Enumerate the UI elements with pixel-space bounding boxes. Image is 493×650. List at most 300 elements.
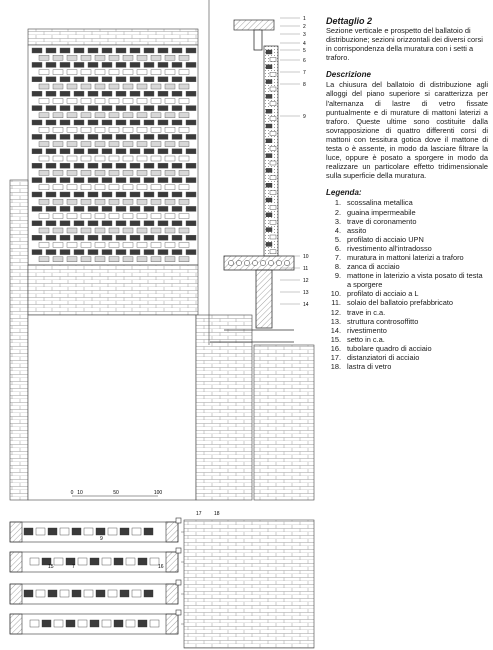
perforated-brick [32, 221, 42, 226]
perforated-brick [39, 199, 49, 204]
perforated-brick [39, 214, 49, 219]
perforated-brick [158, 163, 168, 168]
perforated-brick [39, 55, 49, 60]
perforated-brick [46, 77, 56, 82]
plan-brick [36, 528, 45, 535]
legend-text: distanziatori di acciaio [347, 353, 420, 362]
plan-concrete-wall-right [166, 584, 178, 604]
perforated-brick [67, 127, 77, 132]
perforated-brick [144, 106, 154, 111]
perforated-brick [39, 228, 49, 233]
section-label: 7 [303, 70, 306, 76]
perforated-brick [39, 84, 49, 89]
perforated-brick [102, 250, 112, 255]
plan-label-9: 9 [100, 536, 103, 542]
perforated-brick [116, 134, 126, 139]
legend-number: 8. [334, 262, 341, 272]
perforated-brick [109, 113, 119, 118]
perforated-brick [60, 91, 70, 96]
perforated-brick [67, 214, 77, 219]
perforated-brick [158, 120, 168, 125]
perforated-brick [88, 235, 98, 240]
perforated-brick [109, 214, 119, 219]
section-brick [270, 191, 276, 195]
perforated-brick [137, 98, 147, 103]
perforated-brick [81, 242, 91, 247]
legend-item [326, 235, 488, 244]
perforated-brick [39, 113, 49, 118]
legend-item [326, 353, 488, 362]
plan-label-16: 16 [158, 564, 164, 570]
perforated-brick [137, 214, 147, 219]
perforated-brick [67, 170, 77, 175]
plan-brick [138, 620, 147, 627]
perforated-brick [186, 178, 196, 183]
plan-brick [78, 620, 87, 627]
plan-brick [126, 620, 135, 627]
perforated-brick [74, 91, 84, 96]
perforated-brick [60, 134, 70, 139]
legend-item [326, 217, 488, 226]
perforated-brick [74, 221, 84, 226]
section-brick [266, 198, 272, 202]
section-label: 10 [303, 254, 309, 260]
legend-number: 7. [334, 252, 341, 262]
perforated-brick [32, 77, 42, 82]
legend-number: 4. [334, 225, 341, 235]
perforated-brick [151, 228, 161, 233]
perforated-brick [81, 127, 91, 132]
perforated-brick [39, 242, 49, 247]
perforated-brick [130, 120, 140, 125]
plan-brick [24, 528, 33, 535]
legend-text: assito [347, 225, 367, 235]
perforated-brick [32, 91, 42, 96]
perforated-brick [88, 134, 98, 139]
legend-number: 14. [330, 325, 341, 335]
legend-number: 12. [330, 307, 341, 317]
perforated-brick [165, 242, 175, 247]
legend-item [326, 326, 488, 335]
perforated-brick [67, 142, 77, 147]
perforated-brick [53, 55, 63, 60]
slab-void [252, 260, 257, 265]
perforated-brick [53, 142, 63, 147]
legend-text: tubolare quadro di acciaio [347, 343, 432, 353]
plan-label-15: 15 [48, 564, 54, 570]
perforated-brick [67, 242, 77, 247]
perforated-brick [123, 84, 133, 89]
section-brick [266, 124, 272, 128]
plan-brick [48, 528, 57, 535]
perforated-brick [186, 206, 196, 211]
perforated-brick [151, 84, 161, 89]
legend-item [326, 253, 488, 262]
perforated-brick [151, 156, 161, 161]
perforated-brick [144, 163, 154, 168]
legend-number: 13. [330, 316, 341, 326]
perforated-brick [32, 149, 42, 154]
section-label: 3 [303, 32, 306, 38]
plan-label-18: 18 [214, 511, 220, 517]
section-label: 9 [303, 114, 306, 120]
perforated-brick [172, 163, 182, 168]
perforated-brick [88, 178, 98, 183]
perforated-brick [130, 77, 140, 82]
section-brick [270, 146, 276, 150]
perforated-brick [123, 170, 133, 175]
perforated-brick [116, 206, 126, 211]
plan-concrete-wall-left [10, 614, 22, 634]
perforated-brick [60, 178, 70, 183]
section-label: 13 [303, 290, 309, 296]
perforated-brick [130, 235, 140, 240]
perforated-brick [88, 250, 98, 255]
perforated-brick [158, 77, 168, 82]
plan-brick [84, 590, 93, 597]
description-text: La chiusura del ballatoio di distribuzione agli alloggi del piano superiore si caratterizza per l'alternanza di lastre di vetro fissate puntualmente e di murature di mattoni laterizi a traforo. Queste ultime sono costituite dalla sovrapposizione di quattro differenti corsi di mattoni con tessitura gotica dove il mattone di testa o è assente, in modo da lasciare filtrare la luce, oppure è posato a sporgere in modo da realizzare un particolare effetto tridimensionale sulla superficie della muratura. [326, 80, 488, 181]
perforated-brick [172, 120, 182, 125]
plan-brick [36, 590, 45, 597]
perforated-brick [179, 242, 189, 247]
section-brick-wall [264, 46, 278, 256]
perforated-brick [95, 84, 105, 89]
perforated-brick [67, 185, 77, 190]
perforated-brick [179, 199, 189, 204]
plan-brick [72, 528, 81, 535]
perforated-brick [116, 235, 126, 240]
legend-number: 16. [330, 343, 341, 353]
perforated-brick [74, 235, 84, 240]
perforated-brick [130, 192, 140, 197]
perforated-brick [102, 62, 112, 67]
perforated-brick [144, 221, 154, 226]
perforated-brick [123, 214, 133, 219]
perforated-brick [53, 214, 63, 219]
perforated-brick [151, 257, 161, 262]
section-brick [270, 57, 276, 61]
perforated-brick [32, 235, 42, 240]
perforated-brick [32, 134, 42, 139]
plan-brick [120, 528, 129, 535]
plan-steel-tube [176, 580, 181, 585]
legend-heading: Legenda: [326, 188, 362, 198]
perforated-brick [95, 127, 105, 132]
perforated-brick [151, 199, 161, 204]
perforated-brick [116, 48, 126, 53]
perforated-brick [186, 48, 196, 53]
legend-item [326, 308, 488, 317]
perforated-brick [158, 178, 168, 183]
plan-label-17: 17 [196, 511, 202, 517]
perforated-brick [95, 185, 105, 190]
perforated-brick [102, 48, 112, 53]
perforated-brick [32, 178, 42, 183]
section-label: 11 [303, 266, 309, 272]
perforated-brick [186, 91, 196, 96]
perforated-brick [60, 77, 70, 82]
perforated-brick [123, 70, 133, 75]
legend-number: 9. [334, 271, 341, 281]
slab-void [228, 260, 233, 265]
perforated-brick [130, 250, 140, 255]
perforated-brick [81, 170, 91, 175]
perforated-brick [172, 62, 182, 67]
section-brick [270, 102, 276, 106]
perforated-brick [130, 149, 140, 154]
perforated-brick [67, 70, 77, 75]
perforated-brick [151, 185, 161, 190]
perforated-brick [60, 120, 70, 125]
legend-text: setto in c.a. [347, 334, 385, 344]
plan-brick [120, 590, 129, 597]
perforated-brick [81, 84, 91, 89]
perforated-brick [95, 98, 105, 103]
perforated-brick [74, 77, 84, 82]
perforated-brick [179, 55, 189, 60]
perforated-brick [74, 106, 84, 111]
legend-item [326, 298, 488, 307]
legend-number: 6. [334, 243, 341, 253]
perforated-brick [172, 192, 182, 197]
perforated-brick [102, 91, 112, 96]
section-brick [266, 94, 272, 98]
perforated-brick [67, 199, 77, 204]
perforated-brick [95, 156, 105, 161]
legend-item [326, 317, 488, 326]
perforated-brick [158, 91, 168, 96]
perforated-brick [116, 91, 126, 96]
plan-label-7: 7 [72, 564, 75, 570]
plan-concrete-wall-left [10, 522, 22, 542]
legend-text: trave in c.a. [347, 307, 386, 317]
perforated-brick [137, 142, 147, 147]
plan-brick [144, 590, 153, 597]
section-label: 14 [303, 302, 309, 308]
section-brick [266, 228, 272, 232]
perforated-brick [130, 106, 140, 111]
perforated-brick [130, 62, 140, 67]
perforated-brick [95, 170, 105, 175]
plan-brick [54, 620, 63, 627]
perforated-brick [165, 257, 175, 262]
perforated-brick [172, 134, 182, 139]
perforated-brick [46, 106, 56, 111]
legend-number: 1. [334, 198, 341, 208]
perforated-brick [88, 149, 98, 154]
perforated-brick [179, 185, 189, 190]
plan-brick [60, 590, 69, 597]
perforated-brick [165, 98, 175, 103]
slab-void [260, 260, 265, 265]
section-label: 12 [303, 278, 309, 284]
elevation-wall-lower [28, 265, 198, 315]
perforated-brick [186, 192, 196, 197]
perforated-brick [109, 199, 119, 204]
legend-item [326, 335, 488, 344]
perforated-brick [179, 142, 189, 147]
perforated-brick [39, 127, 49, 132]
perforated-brick [165, 55, 175, 60]
perforated-brick [158, 62, 168, 67]
perforated-brick [137, 242, 147, 247]
legend-text: profilato di acciaio a L [347, 289, 419, 299]
perforated-brick [102, 163, 112, 168]
perforated-brick [151, 113, 161, 118]
plan-brick [108, 528, 117, 535]
perforated-brick [109, 170, 119, 175]
section-brick [270, 220, 276, 224]
section-brick [266, 65, 272, 69]
perforated-brick [109, 257, 119, 262]
perforated-brick [60, 221, 70, 226]
section-brick [266, 80, 272, 84]
perforated-brick [158, 250, 168, 255]
perforated-brick [46, 62, 56, 67]
perforated-brick [102, 149, 112, 154]
perforated-brick [81, 142, 91, 147]
perforated-brick [137, 228, 147, 233]
perforated-brick [158, 48, 168, 53]
perforated-brick [88, 48, 98, 53]
slab-void [276, 260, 281, 265]
perforated-brick [179, 127, 189, 132]
perforated-brick [60, 192, 70, 197]
section-label: 5 [303, 48, 306, 54]
legend-list [326, 198, 488, 371]
perforated-brick [179, 70, 189, 75]
perforated-brick [165, 84, 175, 89]
perforated-brick [46, 192, 56, 197]
plan-brick [108, 590, 117, 597]
perforated-brick [151, 127, 161, 132]
perforated-brick [46, 120, 56, 125]
perforated-brick [130, 48, 140, 53]
perforated-brick [53, 228, 63, 233]
perforated-brick [186, 106, 196, 111]
perforated-brick [186, 250, 196, 255]
perforated-brick [109, 98, 119, 103]
perforated-brick [60, 163, 70, 168]
perforated-brick [46, 221, 56, 226]
perforated-brick [102, 120, 112, 125]
perforated-brick [74, 178, 84, 183]
perforated-brick [67, 113, 77, 118]
perforated-brick [172, 106, 182, 111]
perforated-brick [46, 206, 56, 211]
section-brick [270, 87, 276, 91]
perforated-brick [46, 149, 56, 154]
perforated-brick [137, 156, 147, 161]
perforated-brick [151, 98, 161, 103]
perforated-brick [109, 142, 119, 147]
section-label: 2 [303, 24, 306, 30]
perforated-brick [165, 127, 175, 132]
perforated-brick [172, 221, 182, 226]
perforated-brick [165, 142, 175, 147]
section-brick [270, 205, 276, 209]
perforated-brick [116, 250, 126, 255]
perforated-brick [165, 214, 175, 219]
legend-text: muratura in mattoni laterizi a traforo [347, 252, 464, 262]
elevation-glass-panel [28, 315, 196, 500]
perforated-brick [116, 106, 126, 111]
scale-label-0: 0 [70, 490, 74, 496]
section-brick [266, 168, 272, 172]
perforated-brick [88, 91, 98, 96]
section-brick [266, 50, 272, 54]
perforated-brick [88, 163, 98, 168]
perforated-brick [53, 185, 63, 190]
perforated-brick [144, 206, 154, 211]
perforated-brick [179, 156, 189, 161]
perforated-brick [179, 257, 189, 262]
perforated-brick [165, 228, 175, 233]
perforated-brick [144, 192, 154, 197]
plan-brick [60, 528, 69, 535]
legend-item [326, 271, 488, 289]
plan-concrete-wall-right [166, 614, 178, 634]
perforated-brick [123, 113, 133, 118]
perforated-brick [123, 98, 133, 103]
legend-text: trave di coronamento [347, 216, 417, 226]
perforated-brick [46, 250, 56, 255]
section-brick [270, 250, 276, 254]
perforated-brick [179, 98, 189, 103]
perforated-brick [158, 192, 168, 197]
perforated-brick [144, 250, 154, 255]
perforated-brick [67, 228, 77, 233]
perforated-brick [53, 98, 63, 103]
perforated-brick [102, 192, 112, 197]
perforated-brick [109, 127, 119, 132]
section-brick [270, 131, 276, 135]
perforated-brick [88, 106, 98, 111]
plan-brick [126, 558, 135, 565]
perforated-brick [74, 250, 84, 255]
perforated-brick [165, 70, 175, 75]
plan-brick [66, 620, 75, 627]
plan-brick [30, 620, 39, 627]
elevation-plain-wall-right [196, 315, 252, 500]
perforated-brick [60, 62, 70, 67]
perforated-brick [165, 113, 175, 118]
legend-item [326, 208, 488, 217]
perforated-brick [179, 113, 189, 118]
perforated-brick [46, 134, 56, 139]
perforated-brick [102, 178, 112, 183]
perforated-brick [95, 70, 105, 75]
detail-subtitle: Sezione verticale e prospetto del ballatoio di distribuzione; sezioni orizzontali dei diversi corsi in corrispondenza della muratura con i setti a traforo. [326, 26, 483, 63]
plan-brick [132, 528, 141, 535]
section-brick [270, 117, 276, 121]
perforated-brick [116, 221, 126, 226]
perforated-brick [32, 48, 42, 53]
perforated-brick [53, 70, 63, 75]
perforated-brick [158, 106, 168, 111]
perforated-brick [67, 257, 77, 262]
perforated-brick [32, 62, 42, 67]
perforated-brick [53, 170, 63, 175]
perforated-brick [172, 178, 182, 183]
legend-number: 2. [334, 207, 341, 217]
perforated-brick [137, 127, 147, 132]
legend-text: solaio del ballatoio prefabbricato [347, 298, 454, 308]
perforated-brick [39, 156, 49, 161]
perforated-brick [60, 48, 70, 53]
perforated-brick [39, 142, 49, 147]
section-label: 6 [303, 58, 306, 64]
